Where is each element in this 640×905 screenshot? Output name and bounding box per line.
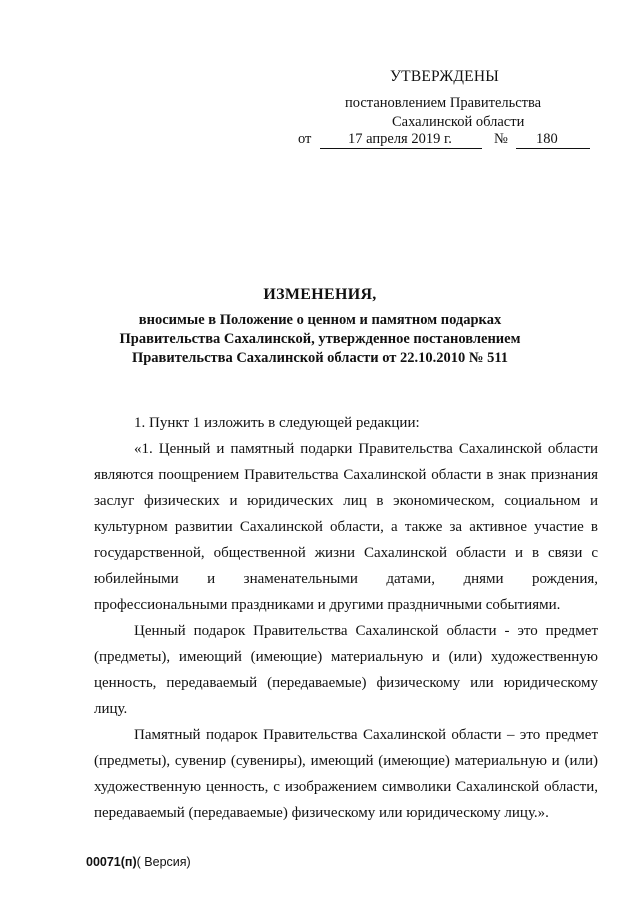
footer-version: ( Версия) [136,855,191,869]
footer-code: 00071(п) [86,855,137,869]
approval-by: постановлением Правительства [345,95,542,111]
number-underline [516,131,590,149]
body-line: заслуг физических и юридических лиц в экономическом, социальном и [94,493,598,509]
body-line: Памятный подарок Правительства Сахалинской области – это предмет [134,727,598,743]
approval-date: 17 апреля 2019 г. [348,131,452,147]
body-line: (предметы), имеющий (имеющие) материальную и (или) художественную [94,649,598,665]
document-footer [86,855,191,869]
document-title: ИЗМЕНЕНИЯ, [263,286,377,303]
body-line: передаваемый (передаваемые) физическому или юридическому лицу.». [94,805,549,821]
body-line: ценность, передаваемый (передаваемые) физическому или юридическому [94,675,598,691]
body-line: 1. Пункт 1 изложить в следующей редакции: [134,415,420,431]
body-line: юбилейными и знаменательными датами, днями рождения, [94,571,598,587]
approval-number: 180 [536,131,558,147]
body-line: государственной, общественной жизни Сахалинской области и в связи с [94,545,598,561]
body-line: культурном развитии Сахалинской области, а также за активное участие в [94,519,598,535]
body-line: являются поощрением Правительства Сахалинской области в знак признания [94,467,598,483]
body-line: Ценный подарок Правительства Сахалинской области - это предмет [134,623,598,639]
body-line: лицу. [94,701,128,717]
body-line: (предметы), сувенир (сувениры), имеющий (имеющие) материальную и (или) [94,753,598,769]
approval-region: Сахалинской области [392,114,525,130]
body-line: профессиональными праздниками и другими праздничными событиями. [94,597,561,613]
approval-title: УТВЕРЖДЕНЫ [390,68,499,85]
body-line: «1. Ценный и памятный подарки Правительства Сахалинской области [134,441,598,457]
document-subtitle-line-3: Правительства Сахалинской области от 22.10.2010 № 511 [131,350,509,366]
document-subtitle-line-1: вносимые в Положение о ценном и памятном подарках [138,312,502,328]
body-line: художественную ценность, с изображением символики Сахалинской области, [94,779,598,795]
date-prefix: от [298,131,312,147]
number-prefix: № [494,131,508,147]
document-subtitle-line-2: Правительства Сахалинской, утвержденное постановлением [119,331,521,347]
date-underline [320,131,482,149]
